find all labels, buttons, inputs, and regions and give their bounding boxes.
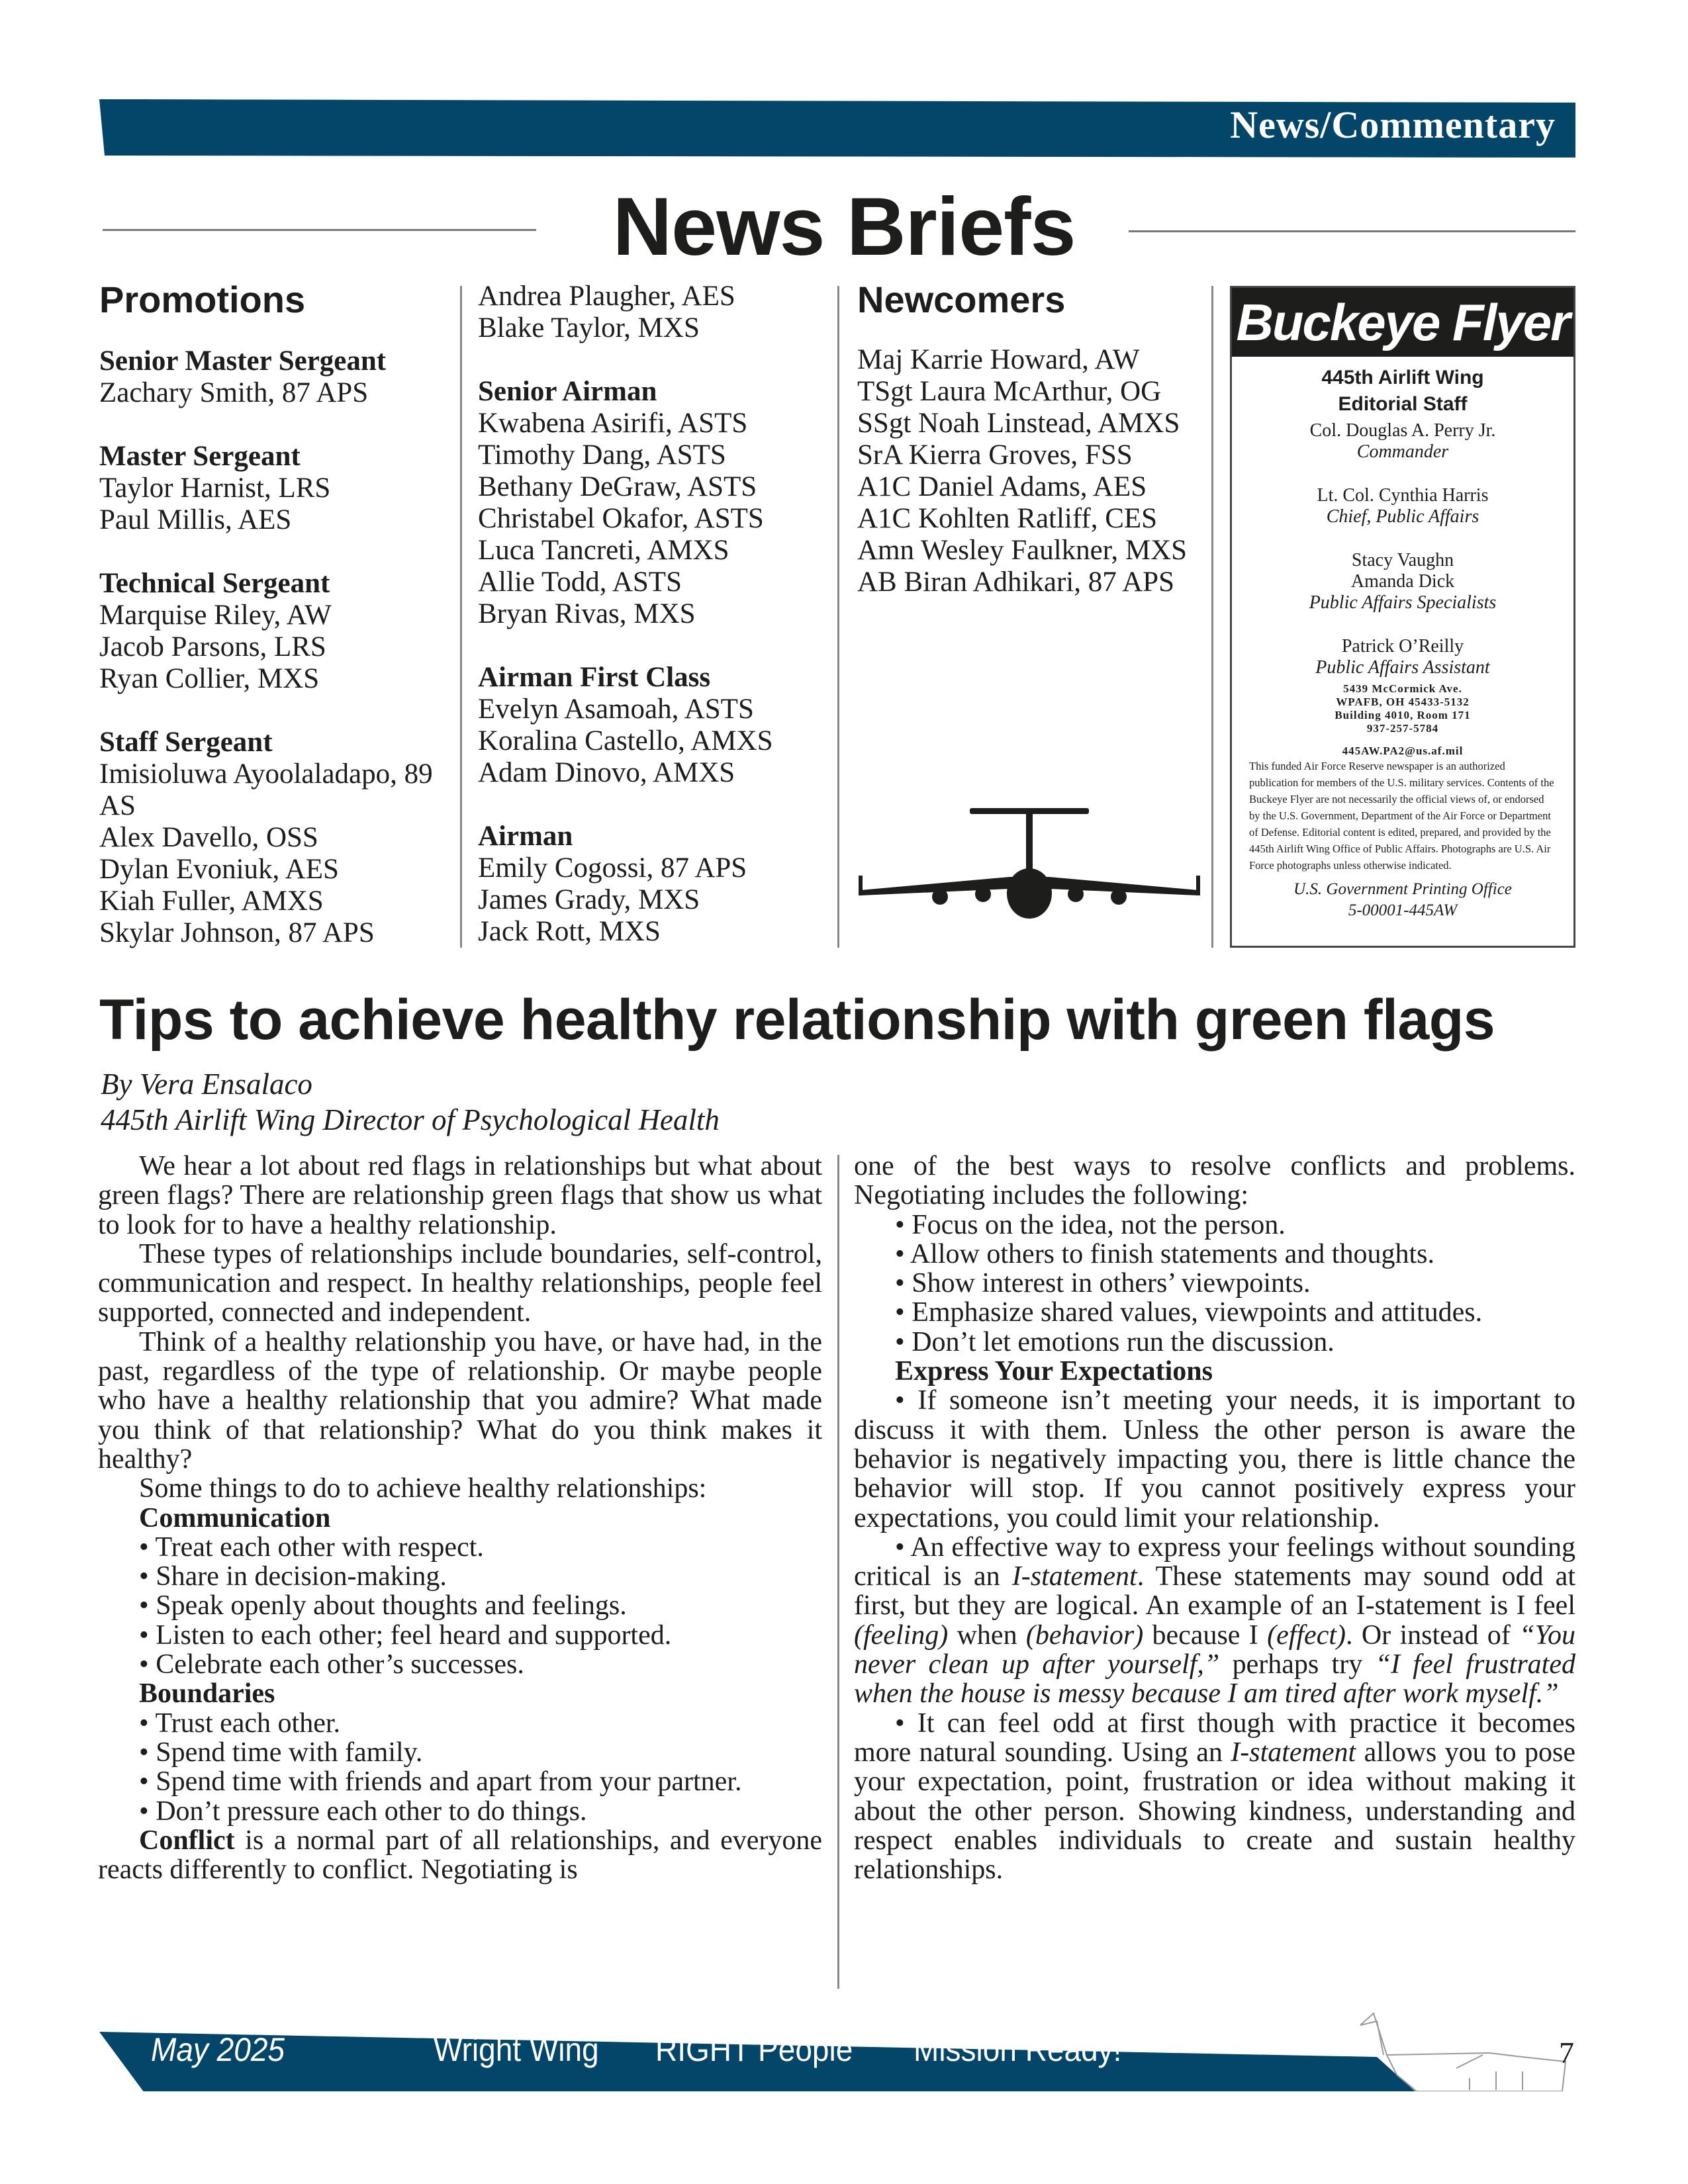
emphasis: (effect) — [1267, 1619, 1346, 1651]
rank-heading: Airman First Class — [478, 662, 711, 693]
subheading: Express Your Expectations — [895, 1356, 1213, 1387]
person-name: Taylor Harnist, LRS — [99, 473, 331, 504]
staff-role: Public Affairs Specialists — [1309, 592, 1497, 613]
article-paragraph — [98, 1767, 822, 1796]
newcomer-name: AB Biran Adhikari, 87 APS — [857, 567, 1175, 598]
newcomer-name: SSgt Noah Linstead, AMXS — [857, 408, 1180, 439]
staff-entry — [1232, 420, 1573, 463]
person-name: Allie Todd, ASTS — [478, 567, 682, 598]
person-name: Evelyn Asamoah, ASTS — [478, 694, 754, 725]
article-column-right — [854, 1152, 1575, 1884]
byline: By Vera Ensalaco — [101, 1068, 312, 1101]
article-paragraph — [98, 1826, 822, 1885]
subheading: Communication — [139, 1502, 331, 1533]
article-paragraph — [98, 1533, 822, 1562]
group-spacer — [99, 409, 450, 441]
person-name: Timothy Dang, ASTS — [478, 439, 726, 471]
emphasis: I-statement — [1011, 1561, 1137, 1592]
article-paragraph — [854, 1240, 1575, 1269]
staff-name: Col. Douglas A. Perry Jr. — [1309, 420, 1496, 441]
article-paragraph — [854, 1152, 1575, 1210]
slogan-right-people: RIGHT People — [655, 2031, 853, 2068]
article-paragraph — [98, 1709, 822, 1738]
person-name: Luca Tancreti, AMXS — [478, 535, 729, 566]
staff-entry — [1232, 550, 1573, 614]
staff-entry — [1232, 636, 1573, 678]
newcomers-list — [857, 344, 1201, 598]
person-name: Kiah Fuller, AMXS — [99, 886, 324, 917]
text-run: These types of relationships include boundaries, self-control, communication and respect. In healthy relationships, people feel supported, connected and independent. — [98, 1238, 822, 1328]
person-name: Adam Dinovo, AMXS — [478, 757, 735, 788]
staff-name: Lt. Col. Cynthia Harris — [1317, 485, 1489, 506]
person-name: Kwabena Asirifi, ASTS — [478, 408, 748, 439]
text-run: • Focus on the idea, not the person. — [895, 1209, 1286, 1240]
text-run: • Treat each other with respect. — [139, 1531, 484, 1563]
article-paragraph — [854, 1709, 1575, 1885]
staff-entry — [1232, 485, 1573, 527]
rank-heading: Airman — [478, 821, 573, 852]
article-column-left — [98, 1152, 822, 1884]
article-paragraph — [98, 1591, 822, 1620]
text-run: • It can feel odd at first though with practice it becomes more natural sounding. Using an — [854, 1707, 1575, 1768]
text-run: . Or instead of — [1346, 1619, 1520, 1651]
person-name: Koralina Castello, AMXS — [478, 725, 773, 756]
text-run: Some things to do to achieve healthy relationships: — [139, 1473, 707, 1504]
text-run: allows you to pose your expectation, point, frustration or idea without making it about the other person. Showing kindness, understanding and respect enables individuals to create and sustain healthy relationships. — [854, 1737, 1576, 1886]
group-spacer — [99, 695, 450, 727]
newcomer-name: A1C Kohlten Ratliff, CES — [857, 503, 1158, 534]
issue-date: May 2025 — [151, 2031, 285, 2068]
author-title: 445th Airlift Wing Director of Psychological Health — [101, 1103, 720, 1136]
column-divider — [837, 1155, 839, 1989]
masthead-title: Buckeye Flyer — [1232, 288, 1573, 357]
staff-name: Patrick O’Reilly — [1341, 636, 1464, 657]
person-name: James Grady, MXS — [478, 884, 700, 915]
article-paragraph — [98, 1797, 822, 1826]
person-name: Bryan Rivas, MXS — [478, 598, 696, 629]
group-spacer — [478, 630, 829, 662]
page-title: News Briefs — [612, 181, 1076, 273]
article-paragraph — [854, 1357, 1575, 1386]
article-paragraph — [98, 1621, 822, 1650]
newcomer-name: TSgt Laura McArthur, OG — [857, 376, 1162, 407]
person-name: Christabel Okafor, ASTS — [478, 503, 764, 534]
text-run: • An effective way to express your feelings without sounding critical is an — [854, 1531, 1575, 1592]
emphasis: (feeling) — [854, 1619, 949, 1651]
masthead-org: 445th Airlift Wing — [1321, 367, 1484, 388]
address-line: 5439 McCormick Ave. — [1343, 682, 1462, 695]
text-run: We hear a lot about red flags in relationships but what about green flags? There are relationship green flags that show us what to look for to have a healthy relationship. — [98, 1151, 822, 1240]
person-name: Dylan Evoniuk, AES — [99, 854, 339, 885]
masthead-staff-label: Editorial Staff — [1338, 393, 1468, 415]
text-run: • Share in decision-making. — [139, 1561, 447, 1592]
emphasis: “You never clean up after yourself,” — [854, 1619, 1575, 1680]
staff-name: Stacy Vaughn — [1351, 550, 1454, 570]
person-name: Emily Cogossi, 87 APS — [478, 852, 747, 884]
person-name: Zachary Smith, 87 APS — [99, 377, 369, 408]
airplane-silhouette-icon — [857, 804, 1201, 923]
newcomer-name: Maj Karrie Howard, AW — [857, 344, 1140, 375]
text-run: when — [948, 1619, 1026, 1651]
person-name: Alex Davello, OSS — [99, 822, 318, 853]
article-paragraph — [98, 1240, 822, 1328]
phone-number: 937-257-5784 — [1366, 722, 1439, 735]
article-paragraph — [98, 1152, 822, 1240]
page-number: 7 — [1559, 2036, 1574, 2070]
newcomer-name: SrA Kierra Groves, FSS — [857, 439, 1133, 471]
person-name: Jack Rott, MXS — [478, 916, 661, 947]
group-spacer — [478, 789, 829, 821]
text-run: • Emphasize shared values, viewpoints and attitudes. — [895, 1297, 1483, 1328]
rank-heading: Senior Master Sergeant — [99, 345, 387, 377]
text-run: one of the best ways to resolve conflicts and problems. Negotiating includes the following: — [854, 1151, 1575, 1211]
section-label: News/Commentary — [1230, 103, 1556, 146]
disclaimer: This funded Air Force Reserve newspaper is an authorized publication for members of the U.S. military services. Contents of the Buckeye Flyer are not necessarily the official views of, or endorsed by the U.S. Government, Department of the Air Force or Department of Defense. Editorial content is edited, prepared, and provided by the 445th Airlift Wing Office of Public Affairs. Photographs are U.S. Air Force photographs unless otherwise indicated. — [1249, 760, 1554, 872]
article-paragraph — [98, 1328, 822, 1474]
text-run: • Trust each other. — [139, 1707, 341, 1739]
column-divider — [460, 286, 462, 948]
staff-role: Commander — [1356, 441, 1449, 462]
rank-heading: Technical Sergeant — [99, 568, 330, 599]
staff-list — [1232, 420, 1573, 678]
article-paragraph — [98, 1650, 822, 1679]
address-line: WPAFB, OH 45433-5132 — [1336, 696, 1470, 708]
emphasis: I-statement — [1231, 1737, 1356, 1768]
text-run: . These statements may sound odd at first, but they are logical. An example of an I-statement is I feel — [854, 1561, 1575, 1621]
staff-role: Chief, Public Affairs — [1326, 506, 1479, 527]
staff-name: Amanda Dick — [1350, 571, 1455, 592]
article-paragraph — [854, 1386, 1575, 1532]
emphasis: (behavior) — [1025, 1619, 1144, 1651]
article-paragraph — [98, 1679, 822, 1708]
rank-heading: Master Sergeant — [99, 441, 301, 472]
text-run: perhaps try — [1219, 1649, 1376, 1680]
article-paragraph — [854, 1533, 1575, 1709]
staff-role: Public Affairs Assistant — [1315, 657, 1490, 678]
column-divider — [1211, 286, 1213, 948]
email-link[interactable]: 445AW.PA2@us.af.mil — [1342, 745, 1464, 757]
text-run: Think of a healthy relationship you have, or have had, in the past, regardless of the type of relationship. Or maybe people who have a healthy relationship that you admire? What made you think of that relationship? What do you think makes it healthy? — [98, 1326, 822, 1475]
text-run: • Listen to each other; feel heard and supported. — [139, 1619, 672, 1651]
article-paragraph — [98, 1738, 822, 1767]
promotions-list — [99, 345, 450, 949]
slogan-wright-wing: Wright Wing — [434, 2031, 599, 2068]
text-run: • Show interest in others’ viewpoints. — [895, 1268, 1311, 1299]
subheading: Conflict — [139, 1825, 235, 1856]
article-paragraph — [854, 1298, 1575, 1327]
promotions-heading: Promotions — [99, 279, 306, 320]
text-run: because I — [1143, 1619, 1268, 1651]
text-run: • Allow others to finish statements and thoughts. — [895, 1238, 1434, 1269]
person-name: Marquise Riley, AW — [99, 600, 332, 631]
person-name: Ryan Collier, MXS — [99, 663, 320, 694]
article-paragraph — [98, 1504, 822, 1533]
promotions-list-continued — [478, 281, 829, 948]
text-run: is a normal part of all relationships, and everyone reacts differently to conflict. Negotiating is — [98, 1825, 822, 1886]
text-run: • Don’t let emotions run the discussion. — [895, 1326, 1335, 1357]
slogan-mission-ready: Mission Ready! — [914, 2031, 1122, 2068]
rank-heading: Staff Sergeant — [99, 727, 273, 758]
article-paragraph — [854, 1269, 1575, 1298]
text-run: • Speak openly about thoughts and feelings. — [139, 1590, 627, 1621]
article-headline: Tips to achieve healthy relationship with green flags — [99, 988, 1495, 1052]
person-name: Skylar Johnson, 87 APS — [99, 917, 375, 948]
newcomers-heading: Newcomers — [857, 279, 1066, 320]
text-run: • If someone isn’t meeting your needs, it is important to discuss it with them. Unless the other person is aware the behavior is negatively impacting you, there is little chance the behavior will stop. If you cannot positively express your expectations, you could limit your relationship. — [854, 1385, 1575, 1533]
text-run: • Don’t pressure each other to do things. — [139, 1796, 587, 1827]
person-name: Jacob Parsons, LRS — [99, 631, 326, 662]
subheading: Boundaries — [139, 1678, 275, 1709]
person-name: Bethany DeGraw, ASTS — [478, 471, 757, 502]
person-name: Andrea Plaugher, AES — [478, 281, 735, 312]
column-divider — [837, 286, 839, 948]
article-paragraph — [98, 1474, 822, 1503]
article-paragraph — [854, 1328, 1575, 1357]
newcomer-name: A1C Daniel Adams, AES — [857, 471, 1147, 502]
text-run: • Spend time with friends and apart from your partner. — [139, 1766, 742, 1797]
article-paragraph — [98, 1562, 822, 1591]
person-name: Blake Taylor, MXS — [478, 312, 700, 343]
emphasis: “I feel frustrated when the house is messy because I am tired after work myself.” — [854, 1649, 1575, 1709]
printer: U.S. Government Printing Office — [1293, 880, 1512, 898]
print-code: 5-00001-445AW — [1348, 901, 1458, 919]
address-line: Building 4010, Room 171 — [1335, 709, 1471, 721]
person-name: Imisioluwa Ayoolaladapo, 89 AS — [99, 758, 433, 821]
text-run: • Celebrate each other’s successes. — [139, 1649, 524, 1680]
text-run: • Spend time with family. — [139, 1737, 423, 1768]
masthead-box — [1230, 286, 1575, 948]
group-spacer — [478, 344, 829, 376]
article-paragraph — [854, 1210, 1575, 1240]
person-name: Paul Millis, AES — [99, 504, 292, 535]
newcomer-name: Amn Wesley Faulkner, MXS — [857, 535, 1188, 566]
rank-heading: Senior Airman — [478, 376, 657, 407]
group-spacer — [99, 536, 450, 568]
